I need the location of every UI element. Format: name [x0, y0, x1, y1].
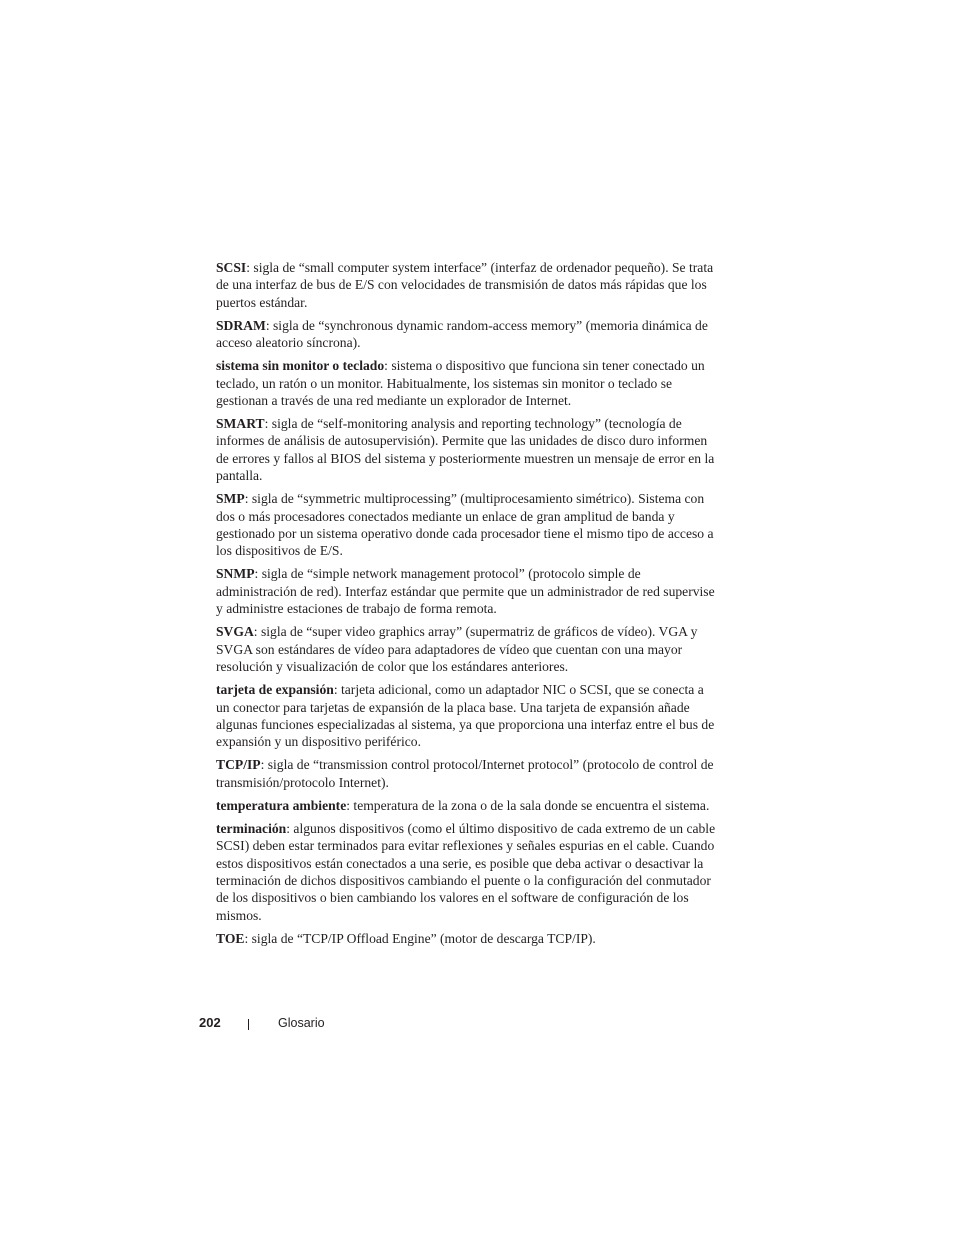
glossary-entry-expansion-card: [216, 681, 716, 751]
glossary-definition: : temperatura de la zona o de la sala donde se encuentra el sistema.: [346, 797, 710, 813]
glossary-definition: : sigla de “transmission control protocol/Internet protocol” (protocolo de control de transmisión/protocolo Internet).: [216, 757, 714, 790]
glossary-definition: : algunos dispositivos (como el último dispositivo de cada extremo de un cable SCSI) deben estar terminados para evitar reflexiones y señales espurias en el cable. Cuando estos dispositivos están conectados a una serie, es posible que deba activar o desactivar la terminación de dichos dispositivos cambiando el puente o la configuración del conmutador de los dispositivos o bien cambiando los valores en el software de configuración de los mismos.: [216, 820, 716, 923]
glossary-term: temperatura ambiente: [216, 797, 347, 813]
glossary-definition: : sigla de “symmetric multiprocessing” (multiprocesamiento simétrico). Sistema con dos o más procesadores conectados mediante un enlace de gran amplitud de banda y gestionado por un sistema operativo donde cada procesador tiene el mismo tipo de acceso a los dispositivos de E/S.: [216, 491, 714, 559]
glossary-definition: : sigla de “synchronous dynamic random-access memory” (memoria dinámica de acceso aleatorio síncrona).: [216, 317, 708, 351]
glossary-entry-termination: [216, 820, 716, 924]
glossary-term: SNMP: [216, 566, 255, 582]
glossary-definition: : sigla de “super video graphics array” (supermatriz de gráficos de vídeo). VGA y SVGA son estándares de vídeo para adaptadores de vídeo que cuentan con una mayor resolución y visualización de color que los estándares anteriores.: [216, 624, 698, 675]
glossary-term: tarjeta de expansión: [216, 682, 334, 698]
glossary-term: terminación: [216, 820, 287, 836]
glossary-term: SVGA: [216, 624, 254, 640]
glossary-entry-scsi: [216, 259, 716, 311]
page-number: 202: [199, 1015, 221, 1030]
glossary-term: sistema sin monitor o teclado: [216, 358, 385, 374]
glossary-entry-snmp: [216, 565, 716, 617]
glossary-content: [216, 259, 716, 953]
page-footer: [0, 1015, 954, 1035]
glossary-definition: : tarjeta adicional, como un adaptador NIC o SCSI, que se conecta a un conector para tarjetas de expansión de la placa base. Una tarjeta de expansión añade algunas funciones especializadas al sistema, ya que proporciona una interfaz entre el bus de expansión y un dispositivo periférico.: [216, 682, 715, 750]
glossary-definition: : sistema o dispositivo que funciona sin tener conectado un teclado, un ratón o un monitor. Habitualmente, los sistemas sin monitor o teclado se gestionan a través de una red mediante un explorador de Internet.: [216, 358, 705, 409]
glossary-definition: : sigla de “self-monitoring analysis and reporting technology” (tecnología de informes de análisis de autosupervisión). Permite que las unidades de disco duro informen de errores y fallos al BIOS del sistema y posteriormente muestren un mensaje de error en la pantalla.: [216, 416, 715, 484]
glossary-entry-svga: [216, 623, 716, 675]
glossary-term: TCP/IP: [216, 757, 261, 773]
glossary-entry-ambient-temperature: [216, 797, 716, 814]
glossary-term: TOE: [216, 930, 245, 946]
glossary-entry-sdram: [216, 317, 716, 352]
glossary-entry-headless-system: [216, 357, 716, 409]
glossary-term: SMART: [216, 416, 265, 432]
glossary-term: SCSI: [216, 260, 247, 275]
section-name: Glosario: [278, 1016, 325, 1030]
footer-separator: [248, 1019, 249, 1030]
glossary-entry-toe: [216, 930, 716, 947]
glossary-definition: : sigla de “small computer system interface” (interfaz de ordenador pequeño). Se trata de una interfaz de bus de E/S con velocidades de transmisión de datos más rápidas que los puertos estándar.: [216, 260, 714, 310]
glossary-term: SDRAM: [216, 317, 266, 333]
glossary-term: SMP: [216, 491, 245, 507]
glossary-definition: : sigla de “simple network management protocol” (protocolo simple de administración de red). Interfaz estándar que permite que un administrador de red supervise y administre estaciones de trabajo de forma remota.: [216, 566, 715, 617]
glossary-entry-tcp-ip: [216, 756, 716, 791]
glossary-definition: : sigla de “TCP/IP Offload Engine” (motor de descarga TCP/IP).: [244, 930, 596, 946]
glossary-entry-smp: [216, 490, 716, 560]
glossary-entry-smart: [216, 415, 716, 485]
